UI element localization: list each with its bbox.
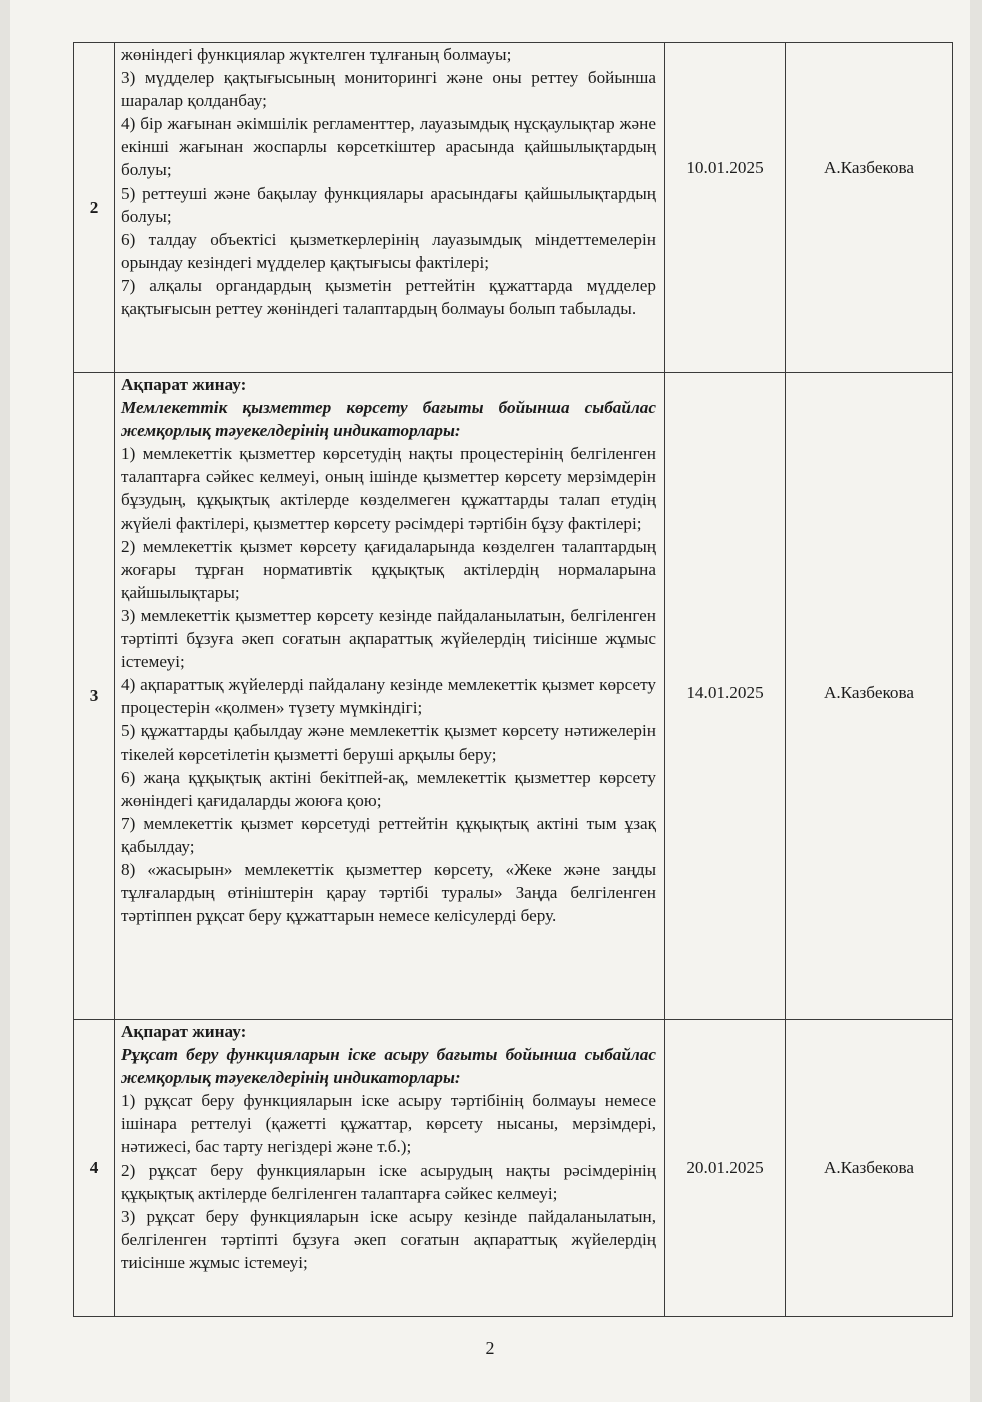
page-number: 2 [485,1338,495,1358]
row-responsible-cell [786,1020,953,1317]
document-page [10,0,970,1402]
content-line: 4) ақпараттық жүйелерді пайдалану кезінде мемлекеттік қызмет көрсету процестерін «қолмен» түзету мүмкіндігі; [121,675,656,718]
content-line: 1) мемлекеттік қызметтер көрсетудің нақты процестерінің белгіленген талаптарға сәйкес келмеуі, оның ішінде қызметтер көрсету мерзімдерін бұзудың, құқықтық актілерде көзделмеген құжаттарды талап етудің жүйелі фактілері, қызметтер көрсету рәсімдері тәртібін бұзу фактілері; [121,444,656,533]
content-line: 6) талдау объектісі қызметкерлерінің лауазымдық міндеттемелерін орындау кезіндегі мүдделер қақтығысы фактілері; [121,229,656,272]
row-date-cell [665,1020,786,1317]
content-line: 3) мемлекеттік қызметтер көрсету кезінде пайдаланылатын, белгіленген тәртіпті бұзуға әкеп соғатын ақпараттық жүйелердің тиісінше жұмыс істемеуі; [121,605,656,672]
row-responsible: А.Казбекова [823,683,915,703]
row-date: 10.01.2025 [686,157,764,177]
content-line: 6) жаңа құқықтық актіні бекітпей-ақ, мемлекеттік қызметтер көрсету жөніндегі қағидаларды жоюға қою; [121,767,656,810]
row-content [115,43,665,373]
plan-table [73,42,953,1317]
content-line: 5) құжаттарды қабылдау және мемлекеттік қызмет көрсету нәтижелерін тікелей көрсетілетін қызметті беруші арқылы беру; [121,721,656,764]
row-number: 3 [74,373,115,1020]
content-line: 2) рұқсат беру функцияларын іске асырудың нақты рәсімдерінің құқықтық актілерде белгіленген талаптарға сәйкес келмеуі; [121,1160,656,1203]
row-responsible: А.Казбекова [823,157,915,177]
content-line: 8) «жасырын» мемлекеттік қызметтер көрсету, «Жеке және заңды тұлғалардың өтініштерін қарау тәртібі туралы» Заңда белгіленген тәртіппен рұқсат беру құжаттарын немесе келісулерді беру. [121,859,656,926]
row-number: 4 [74,1020,115,1317]
row-date-cell [665,373,786,1020]
section-subheading: Мемлекеттік қызметтер көрсету бағыты бойынша сыбайлас жемқорлық тәуекелдерінің индикаторлары: [121,398,656,441]
content-line: 3) рұқсат беру функцияларын іске асыру кезінде пайдаланылатын, белгіленген тәртіпті бұзуға әкеп соғатын ақпараттық жүйелердің тиісінше жұмыс істемеуі; [121,1206,656,1272]
content-line: 1) рұқсат беру функцияларын іске асыру тәртібінің болмауы немесе ішінара реттелуі (қажетті құжаттар, көрсету нысаны, мерзімдері, нәтижесі, бас тарту негіздері және т.б.); [121,1091,656,1157]
section-heading: Ақпарат жинау: [121,375,247,394]
row-content [115,1020,665,1317]
row-responsible-cell [786,43,953,373]
table-row [74,43,953,373]
content-line: 2) мемлекеттік қызмет көрсету қағидаларында көзделген талаптардың жоғары тұрған нормативтік құқықтық актілердің нормаларына қайшылықтары; [121,536,656,602]
section-heading: Ақпарат жинау: [121,1022,247,1041]
row-responsible-cell [786,373,953,1020]
row-date: 20.01.2025 [686,1158,764,1178]
row-date-cell [665,43,786,373]
table-row [74,373,953,1020]
table-row [74,1020,953,1317]
row-number: 2 [74,43,115,373]
content-line: 7) мемлекеттік қызмет көрсетуді реттейтін құқықтық актіні тым ұзақ қабылдау; [121,813,656,856]
row-responsible: А.Казбекова [823,1158,915,1178]
row-date: 14.01.2025 [686,683,764,703]
content-line: 7) алқалы органдардың қызметін реттейтін құжаттарда мүдделер қақтығысын реттеу жөніндегі талаптардың болмауы болып табылады. [121,275,656,319]
content-line: жөніндегі функциялар жүктелген тұлғаның болмауы; [121,45,512,64]
content-line: 5) реттеуші және бақылау функциялары арасындағы қайшылықтардың болуы; [121,183,656,226]
content-line: 3) мүдделер қақтығысының мониторингі және оны реттеу бойынша шаралар қолданбау; [121,68,656,111]
content-line: 4) бір жағынан әкімшілік регламенттер, лауазымдық нұсқаулықтар және екінші жағынан жоспарлы көрсеткіштер арасында қайшылықтардың болуы; [121,114,656,180]
section-subheading: Рұқсат беру функцияларын іске асыру бағыты бойынша сыбайлас жемқорлық тәуекелдерінің индикаторлары: [121,1045,656,1088]
row-content [115,373,665,1020]
